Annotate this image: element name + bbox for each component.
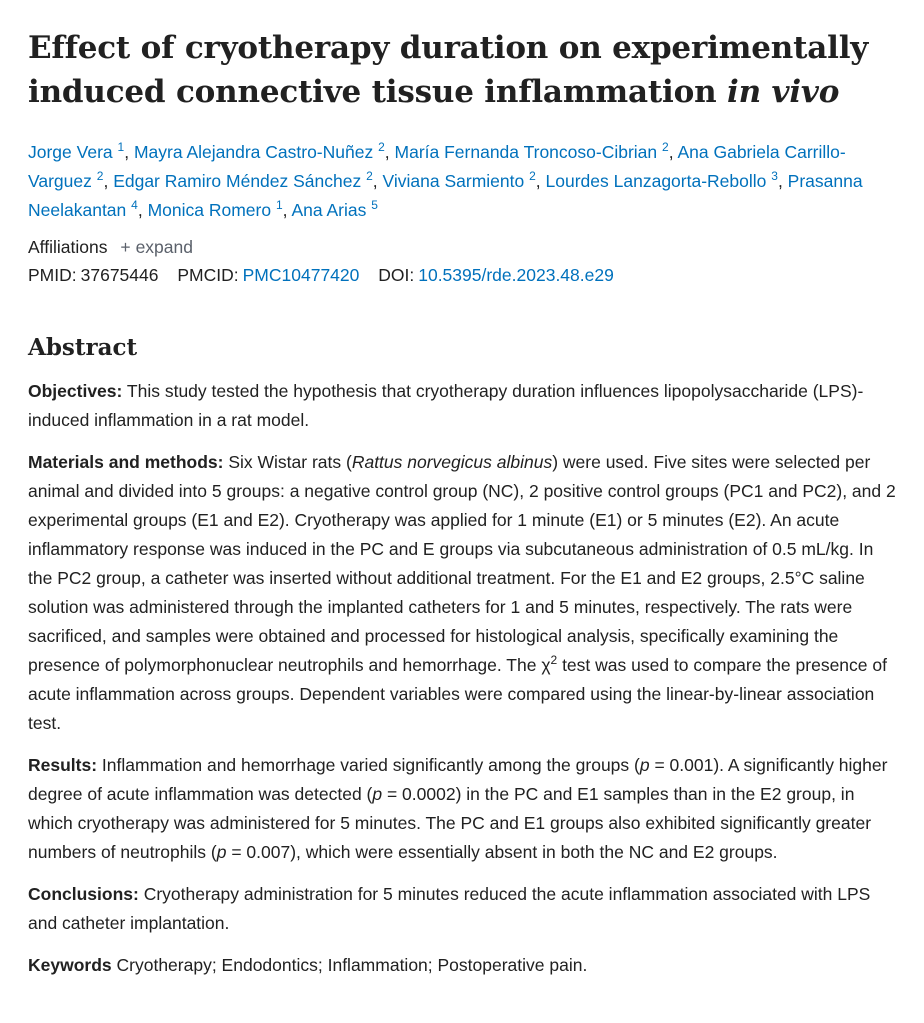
results-text-2: = 0.001). A significantly higher degree of acute inflammation was detected (	[28, 755, 888, 804]
author-name: Prasanna Neelakantan	[28, 171, 863, 220]
author-link[interactable]	[395, 142, 669, 162]
author-affiliation-number: 5	[371, 198, 378, 212]
author-separator: ,	[384, 142, 395, 162]
conclusions-label: Conclusions:	[28, 884, 139, 904]
methods-text-1: Six Wistar rats (	[228, 452, 352, 472]
author-affiliation-number: 2	[378, 140, 385, 154]
pmid-label: PMID:	[28, 265, 77, 285]
author-separator: ,	[668, 142, 678, 162]
results-label: Results:	[28, 755, 98, 775]
author-link[interactable]	[148, 200, 283, 220]
author-affiliation-number: 2	[96, 169, 104, 183]
plus-icon: +	[120, 237, 131, 257]
doi-link[interactable]: 10.5395/rde.2023.48.e29	[418, 265, 614, 285]
author-name: Monica Romero	[147, 200, 272, 220]
author-link[interactable]	[113, 171, 373, 191]
author-name: Ana Gabriela Carrillo-Varguez	[28, 142, 846, 191]
author-separator: ,	[124, 142, 134, 162]
author-name: Edgar Ramiro Méndez Sánchez	[113, 171, 362, 191]
results-p1: p	[639, 755, 650, 775]
author-name: María Fernanda Troncoso-Cibrian	[394, 142, 658, 162]
pmcid-label: PMCID:	[177, 265, 239, 285]
abstract-methods	[28, 448, 896, 738]
results-text-1: Inflammation and hemorrhage varied significantly among the groups (	[101, 755, 640, 775]
author-link[interactable]	[383, 171, 536, 191]
author-separator: ,	[282, 200, 292, 220]
author-name: Mayra Alejandra Castro-Nuñez	[133, 142, 374, 162]
author-link[interactable]	[28, 142, 124, 162]
abstract-keywords	[28, 951, 896, 980]
title-main: Effect of cryotherapy duration on experimentally induced connective tissue inflammation	[28, 30, 869, 110]
author-name: Viviana Sarmiento	[382, 171, 525, 191]
methods-text-2: ) were used. Five sites were selected per animal and divided into 5 groups: a negative control group (NC), 2 positive control groups (PC1 and PC2), and 2 experimental groups (E1 and E2). Cryotherapy was applied for 1 minute (E1) or 5 minutes (E2). An acute inflammatory response was induced in the PC and E groups via subcutaneous administration of 0.5 mL/kg. In the PC2 group, a catheter was inserted without additional treatment. For the E1 and E2 groups, 2.5°C saline solution was administered through the implanted catheters for 1 and 5 minutes, respectively. The rats were sacrificed, and samples were obtained and processed for histological analysis, specifically examining the presence of polymorphonuclear neutrophils and hemorrhage. The χ	[28, 452, 896, 675]
results-p2: p	[372, 784, 383, 804]
author-link[interactable]	[134, 142, 385, 162]
author-affiliation-number: 2	[662, 140, 669, 154]
abstract-objectives	[28, 377, 896, 435]
author-name: Jorge Vera	[28, 142, 113, 162]
keywords-text: Cryotherapy; Endodontics; Inflammation; Postoperative pain.	[116, 955, 588, 975]
methods-text-3: test was used to compare the presence of acute inflammation across groups. Dependent variables were compared using the linear-by-linear association test.	[28, 655, 887, 733]
results-text-3: = 0.0002) in the PC and E1 samples than in the E2 group, in which cryotherapy was administered for 5 minutes. The PC and E1 groups also exhibited significantly greater numbers of neutrophils (	[28, 784, 872, 862]
pmcid-link[interactable]: PMC10477420	[242, 265, 360, 285]
title-italic: in vivo	[727, 74, 840, 110]
conclusions-text: Cryotherapy administration for 5 minutes reduced the acute inflammation associated with LPS and catheter implantation.	[28, 884, 871, 933]
expand-label: expand	[135, 237, 193, 257]
author-affiliation-number: 2	[366, 169, 373, 183]
author-separator: ,	[535, 171, 546, 191]
methods-label: Materials and methods:	[28, 452, 224, 472]
author-list	[28, 138, 896, 225]
author-affiliation-number: 4	[131, 198, 138, 212]
results-text-4: = 0.007), which were essentially absent in both the NC and E2 groups.	[226, 842, 778, 862]
affiliations-label: Affiliations	[28, 237, 108, 257]
methods-sup: 2	[550, 653, 558, 667]
author-affiliation-number: 1	[275, 198, 283, 212]
identifiers-row	[28, 262, 896, 289]
results-p3: p	[216, 842, 227, 862]
author-separator: ,	[103, 171, 114, 191]
author-separator: ,	[777, 171, 788, 191]
abstract-heading: Abstract	[28, 334, 138, 361]
author-separator: ,	[372, 171, 383, 191]
author-affiliation-number: 3	[771, 169, 778, 183]
objectives-text: This study tested the hypothesis that cryotherapy duration influences lipopolysaccharide (LPS)-induced inflammation in a rat model.	[28, 381, 864, 430]
author-link[interactable]	[546, 171, 778, 191]
author-name: Lourdes Lanzagorta-Rebollo	[545, 171, 767, 191]
author-link[interactable]	[291, 200, 377, 220]
doi-label: DOI:	[378, 265, 415, 285]
author-affiliation-number: 1	[117, 140, 125, 154]
objectives-label: Objectives:	[28, 381, 123, 401]
author-affiliation-number: 2	[529, 169, 536, 183]
methods-species: Rattus norvegicus albinus	[351, 452, 553, 472]
pmid-value: 37675446	[80, 265, 159, 285]
keywords-label: Keywords	[28, 955, 112, 975]
author-name: Ana Arias	[291, 200, 367, 220]
author-separator: ,	[137, 200, 148, 220]
abstract-results	[28, 751, 896, 867]
article-title	[28, 26, 896, 114]
abstract-conclusions	[28, 880, 896, 938]
affiliations-row	[28, 234, 896, 260]
affiliations-expand-toggle[interactable]	[120, 237, 193, 257]
